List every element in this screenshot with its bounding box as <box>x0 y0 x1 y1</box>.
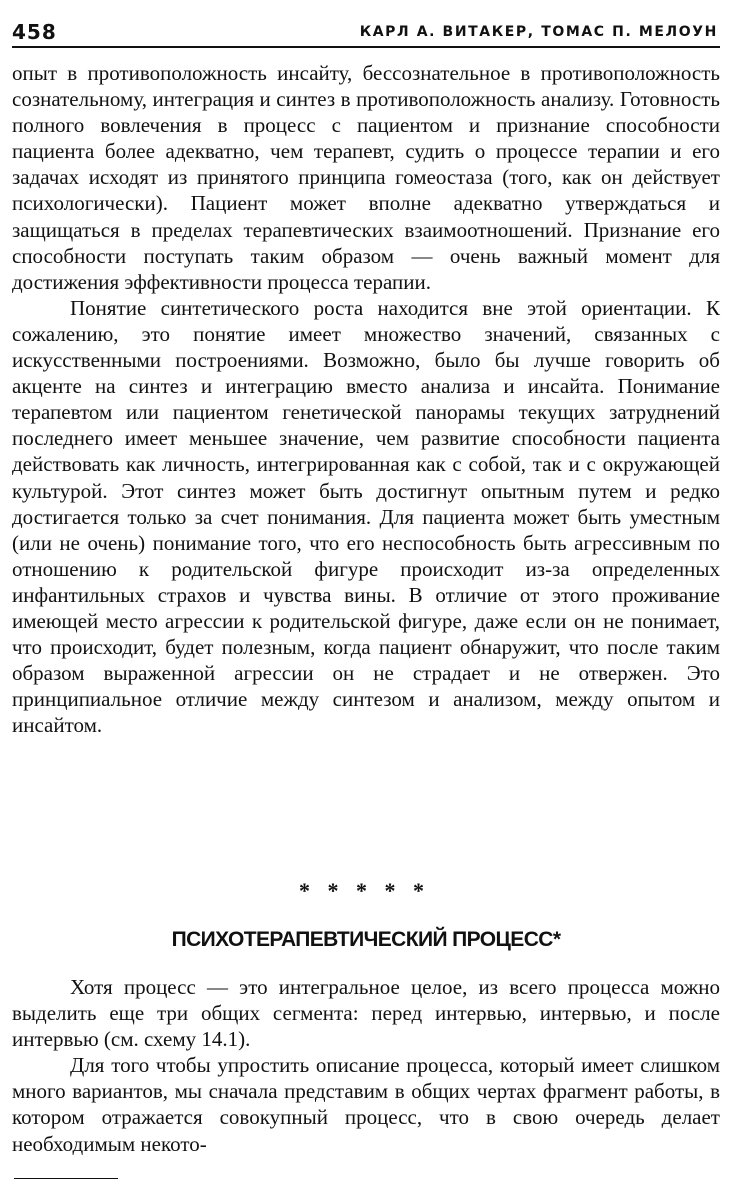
section-ornament: * * * * * <box>299 878 430 903</box>
section-title: ПСИХОТЕРАПЕВТИЧЕСКИЙ ПРОЦЕСС* <box>171 928 561 951</box>
paragraph-simplify: Для того чтобы упростить описание процесса, который имеет слишком много вариантов, мы сначала представим в общих чертах фрагмент работы, в котором отражается совокупный процесс, что в свою очередь делает необходимым некото- <box>12 1053 720 1156</box>
page-number: 458 <box>12 20 57 44</box>
footnote-rule <box>14 1178 118 1179</box>
paragraph-continued: опыт в противоположность инсайту, бессознательное в противоположность сознательному, интеграция и синтез в противоположность анализу. Готовность полного вовлечения в процесс с пациентом и признание способности пациента более адекватно, чем терапевт, судить о процессе терапии и его задачах исходят из принятого принципа гомеостаза (того, как он действует психологически). Пациент может вполне адекватно утверждаться и защищаться в пределах терапевтических взаимоотношений. Признание его способности поступать таким образом — очень важный момент для достижения эффективности процесса терапии. <box>12 61 720 294</box>
page-header <box>12 20 720 44</box>
paragraph-synthetic-growth: Понятие синтетического роста находится вне этой ориентации. К сожалению, это понятие имеет множество значений, связанных с искусственными построениями. Возможно, было бы лучше говорить об акценте на синтез и интеграцию вместо анализа и инсайта. Понимание терапевтом или пациентом генетической панорамы текущих затруднений последнего имеет меньшее значение, чем развитие способности пациента действовать как личность, интегрированная как с собой, так и с окружающей культурой. Этот синтез может быть достигнут опытным путем и редко достигается только за счет понимания. Для пациента может быть уместным (или не очень) понимание того, что его неспособность быть агрессивным по отношению к родительской фигуре происходит из-за определенных инфантильных страхов и чувства вины. В отличие от этого проживание имеющей место агрессии к родительской фигуре, даже если он не понимает, что происходит, будет полезным, когда пациент обнаружит, что после таким образом выраженной агрессии он не страдает и не отвержен. Это принципиальное отличие между синтезом и анализом, между опытом и инсайтом. <box>12 295 720 738</box>
header-rule <box>12 46 720 48</box>
running-head: КАРЛ А. ВИТАКЕР, ТОМАС П. МЕЛОУН <box>359 24 718 40</box>
main-text <box>12 60 720 738</box>
section-text <box>12 974 720 1157</box>
paragraph-segments: Хотя процесс — это интегральное целое, из всего процесса можно выделить еще три общих сегмента: перед интервью, интервью, и после интервью (см. схему 14.1). <box>12 975 720 1052</box>
